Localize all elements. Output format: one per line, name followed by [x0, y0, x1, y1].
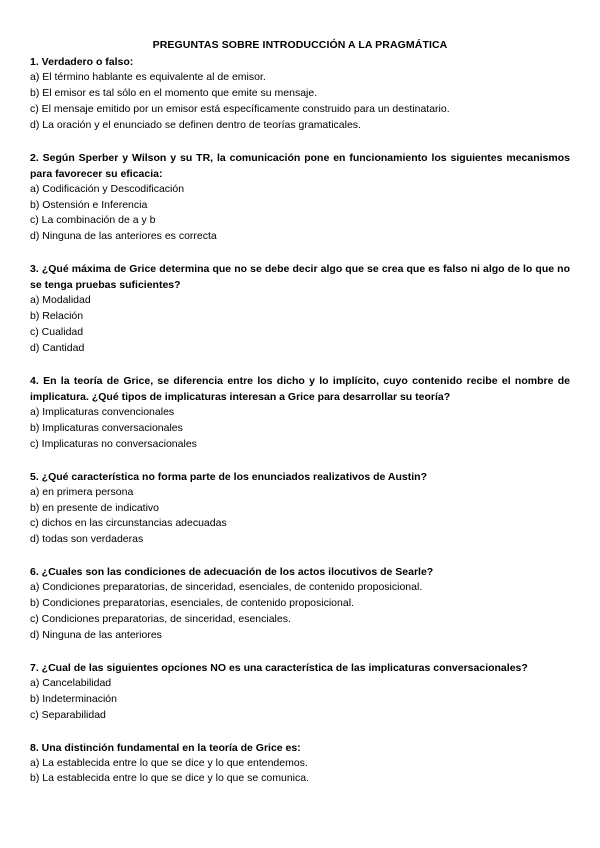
question-text: 2. Según Sperber y Wilson y su TR, la comunicación pone en funcionamiento los siguientes mecanismos para favorecer su eficacia: [30, 151, 570, 180]
answer-options [30, 485, 570, 549]
answer-options [30, 405, 570, 453]
answer-option: d) Cantidad [30, 341, 85, 354]
answer-option: d) Ninguna de las anteriores es correcta [30, 230, 217, 243]
question-4 [30, 373, 570, 453]
answer-option: a) Codificación y Descodificación [30, 182, 185, 195]
question-text: 8. Una distinción fundamental en la teoría de Grice es: [30, 741, 301, 754]
answer-option: c) El mensaje emitido por un emisor está específicamente construido para un destinatario. [30, 102, 450, 115]
answer-option: c) Separabilidad [30, 708, 106, 721]
answer-option: c) La combinación de a y b [30, 214, 156, 227]
question-text: 1. Verdadero o falso: [30, 56, 134, 68]
question-text: 4. En la teoría de Grice, se diferencia entre los dicho y lo implícito, cuyo contenido recibe el nombre de implicatura. ¿Qué tipos de implicaturas interesan a Grice para desarrollar su teoría? [30, 374, 570, 403]
answer-option: b) La establecida entre lo que se dice y lo que se comunica. [30, 772, 310, 785]
question-text: 5. ¿Qué característica no forma parte de los enunciados realizativos de Austin? [30, 470, 427, 483]
answer-option: b) Implicaturas conversacionales [30, 421, 183, 434]
question-text: 6. ¿Cuales son las condiciones de adecuación de los actos ilocutivos de Searle? [30, 566, 434, 579]
answer-option: c) Condiciones preparatorias, de sinceridad, esenciales. [30, 613, 291, 626]
answer-option: b) Ostensión e Inferencia [30, 198, 148, 211]
question-7 [30, 660, 570, 724]
answer-option: a) Cancelabilidad [30, 676, 112, 689]
answer-option: b) Indeterminación [30, 692, 117, 705]
answer-options [30, 676, 570, 724]
document-title: PREGUNTAS SOBRE INTRODUCCIÓN A LA PRAGMÁTICA [152, 39, 448, 51]
document-page [30, 38, 570, 787]
answer-option: d) La oración y el enunciado se definen dentro de teorías gramaticales. [30, 118, 361, 131]
question-8 [30, 740, 570, 788]
answer-options [30, 182, 570, 246]
answer-option: a) Condiciones preparatorias, de sinceridad, esenciales, de contenido proposicional. [30, 581, 423, 594]
question-2 [30, 150, 570, 246]
answer-options [30, 293, 570, 357]
question-text: 3. ¿Qué máxima de Grice determina que no se debe decir algo que se crea que es falso ni algo de lo que no se tenga pruebas suficientes? [30, 263, 570, 292]
answer-option: a) La establecida entre lo que se dice y lo que entendemos. [30, 756, 308, 769]
question-6 [30, 564, 570, 644]
question-text: 7. ¿Cual de las siguientes opciones NO es una característica de las implicaturas conversacionales? [30, 661, 528, 674]
answer-option: c) Cualidad [30, 326, 84, 339]
answer-option: b) Condiciones preparatorias, esenciales, de contenido proposicional. [30, 597, 354, 610]
answer-option: d) todas son verdaderas [30, 533, 144, 546]
answer-option: a) Implicaturas convencionales [30, 405, 175, 418]
answer-option: b) El emisor es tal sólo en el momento que emite su mensaje. [30, 86, 318, 99]
answer-option: a) en primera persona [30, 485, 134, 498]
answer-options [30, 756, 570, 788]
answer-option: a) Modalidad [30, 294, 91, 307]
answer-option: d) Ninguna de las anteriores [30, 628, 162, 641]
answer-option: b) en presente de indicativo [30, 501, 159, 514]
answer-option: c) dichos en las circunstancias adecuadas [30, 517, 227, 530]
answer-option: b) Relación [30, 310, 84, 323]
answer-option: a) El término hablante es equivalente al de emisor. [30, 71, 266, 83]
question-5 [30, 469, 570, 549]
answer-options [30, 70, 570, 134]
answer-option: c) Implicaturas no conversacionales [30, 437, 197, 450]
answer-options [30, 580, 570, 644]
question-3 [30, 261, 570, 357]
question-1 [30, 54, 570, 134]
